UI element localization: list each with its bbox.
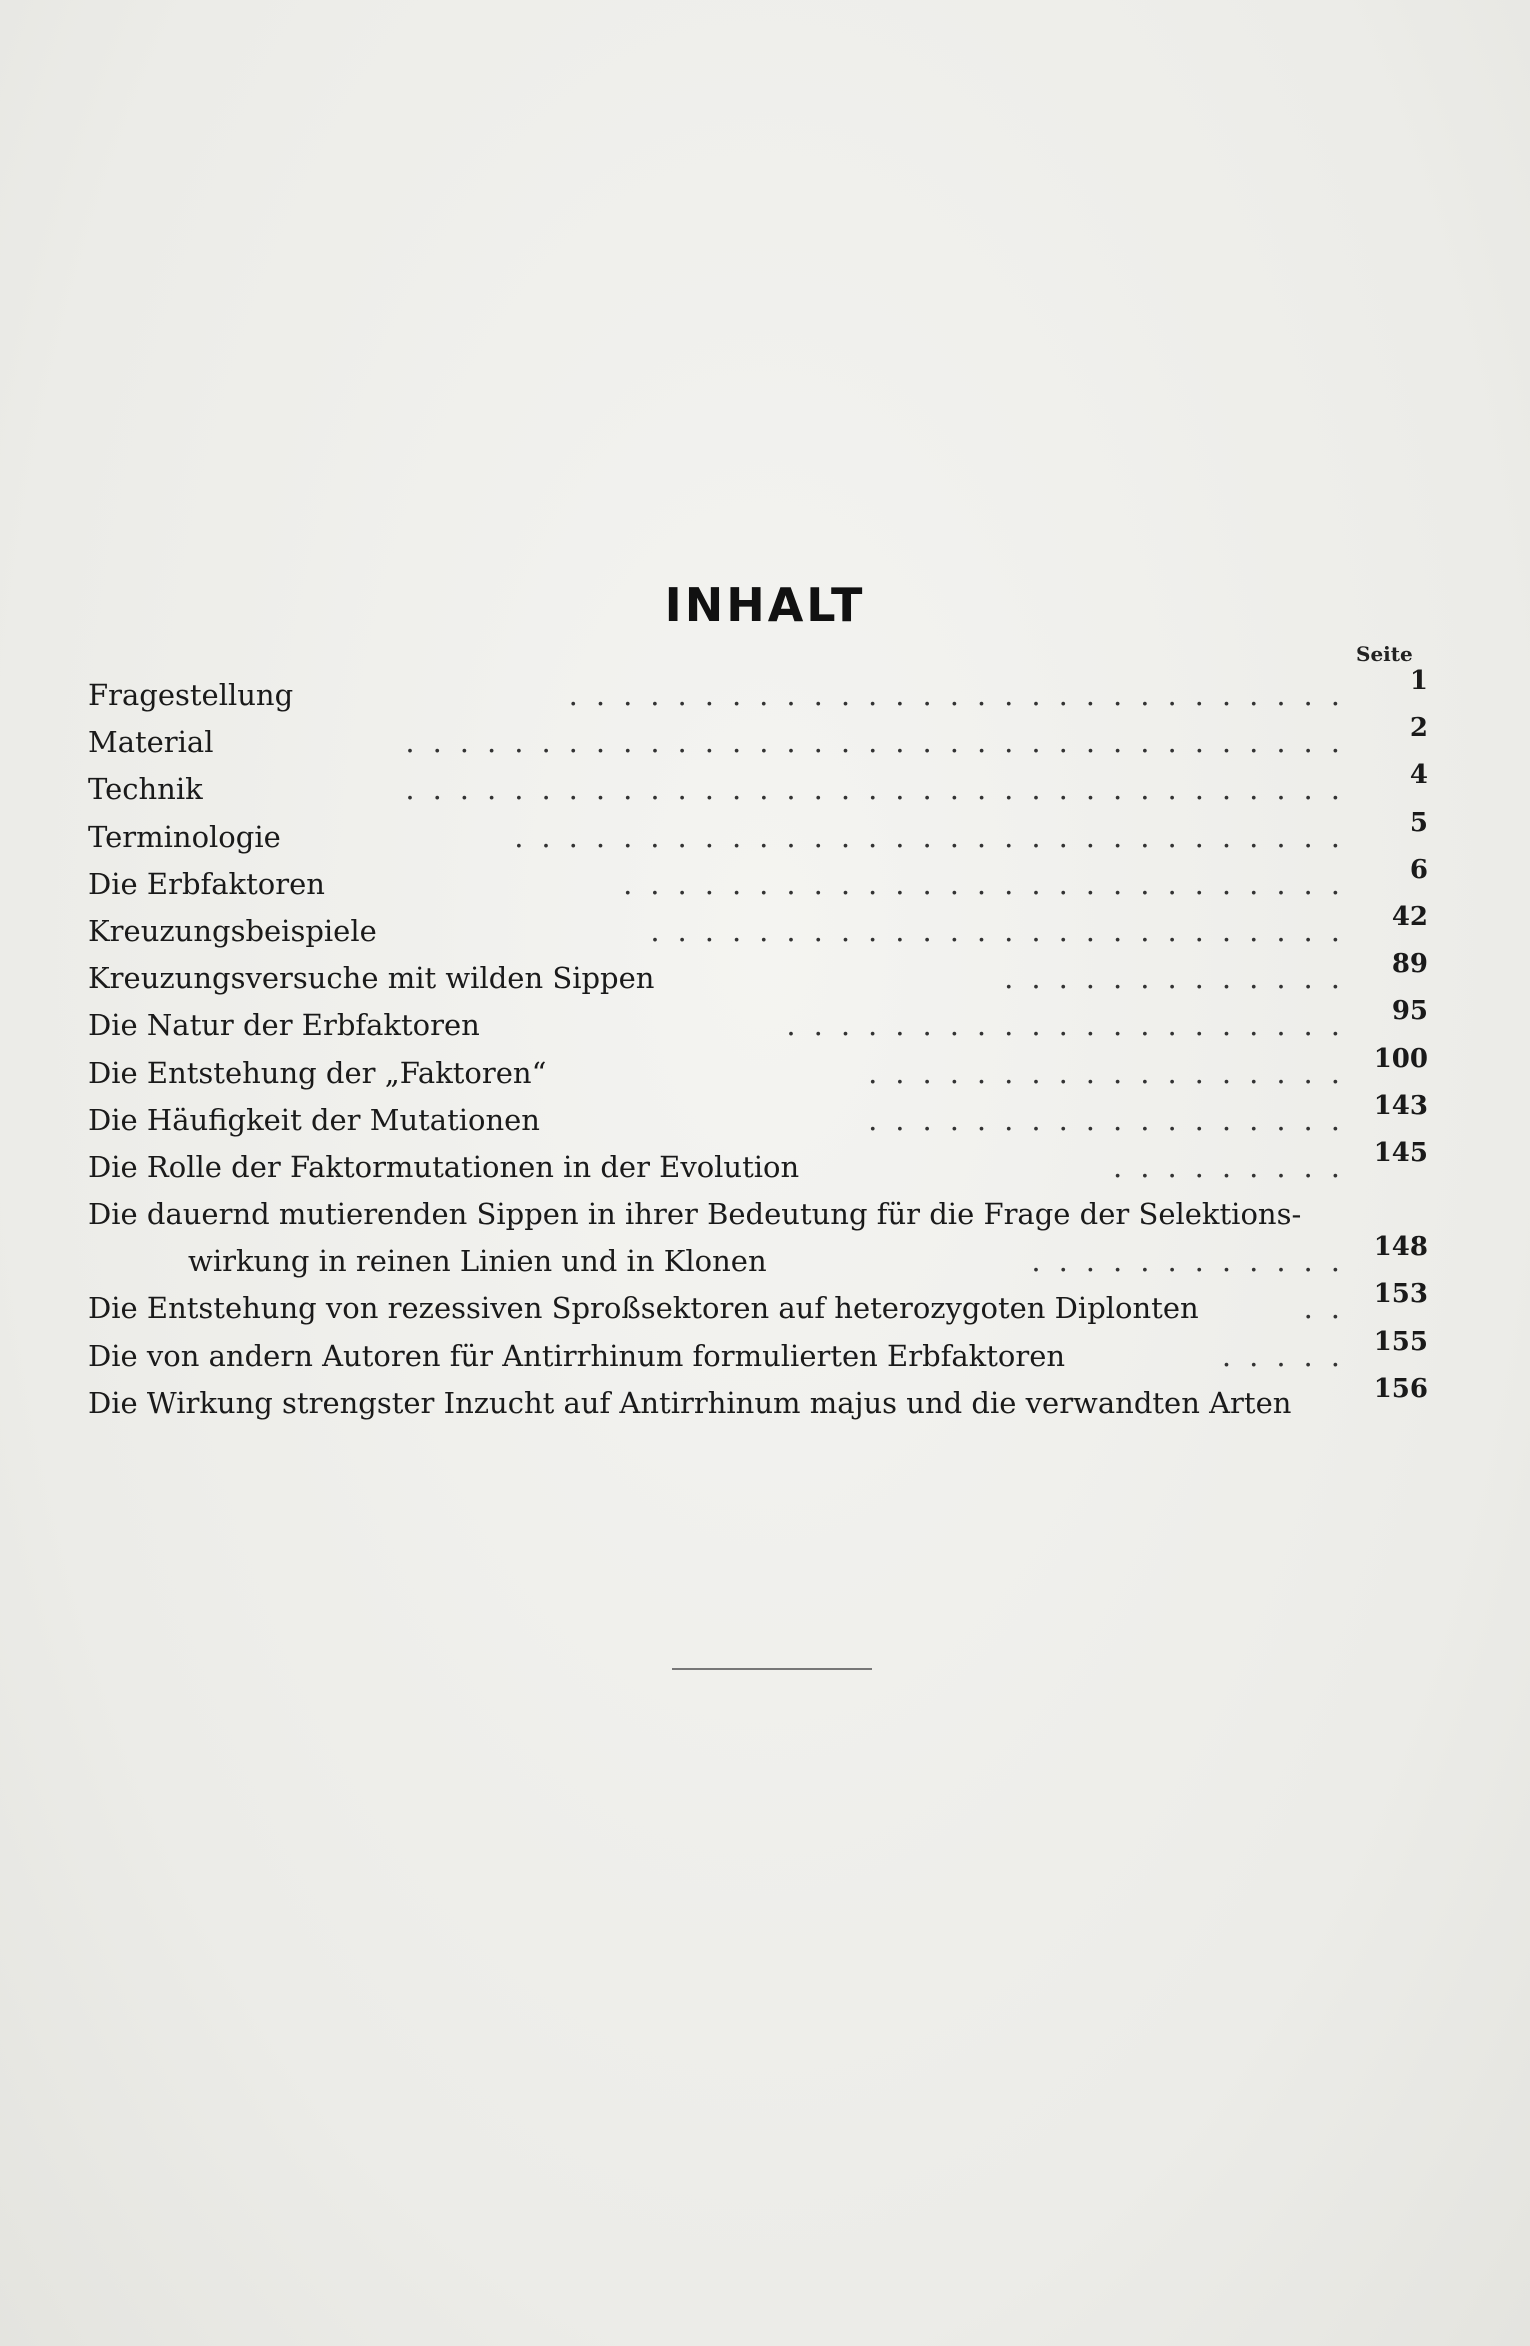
toc-entry-page: 155 [1373,1326,1428,1357]
dot-leader: ............. [1004,961,1358,996]
toc-entry [88,1373,1428,1427]
toc-entry-page: 95 [1391,996,1428,1027]
toc-entry-title: Die Häufigkeit der Mutationen [88,1102,540,1137]
toc-entry-title: Die dauernd mutierenden Sippen in ihrer Bedeutung für die Frage der Selektions- [88,1197,1302,1232]
toc-entry [88,1137,1428,1191]
toc-entry-title: Die Natur der Erbfaktoren [88,1008,480,1043]
toc-entry [88,1326,1428,1380]
toc-entry-page: 6 [1409,854,1428,885]
toc-entry [88,666,1428,719]
dot-leader: ................................... [405,772,1358,807]
toc-entry-title: wirkung in reinen Linien und in Klonen [188,1244,767,1279]
dot-leader: ..... [1221,1338,1358,1373]
toc-entry-page: 153 [1373,1279,1428,1310]
toc-entry-page: 148 [1373,1232,1428,1263]
dot-leader: ............ [1031,1244,1358,1279]
toc-entry-page: 143 [1373,1090,1428,1121]
toc-entry-page: 156 [1373,1373,1428,1404]
dot-leader: ............................. [568,678,1358,712]
toc-entry-continuation [88,1232,1428,1285]
toc-entry-title: Material [88,725,214,760]
toc-entry-page: 2 [1409,713,1428,744]
toc-entry-page: 4 [1409,760,1428,791]
toc-entry [88,807,1428,861]
page-column-header: Seite [1356,642,1413,666]
toc-entry-title: Kreuzungsversuche mit wilden Sippen [88,961,655,996]
dot-leader: .................. [868,1102,1358,1137]
toc-entry-title: Technik [88,772,203,807]
dot-leader: ..................... [786,1008,1358,1043]
toc-entry [88,1043,1428,1097]
toc-entry-title: Kreuzungsbeispiele [88,913,377,948]
closing-rule [672,1668,872,1670]
toc-entry-title: Die von andern Autoren für Antirrhinum formulierten Erbfaktoren [88,1338,1066,1373]
dot-leader: .. [1303,1291,1358,1326]
toc-entry-page: 145 [1373,1137,1428,1168]
toc-entry-page: 42 [1391,901,1428,932]
toc-entry-title: Die Entstehung der „Faktoren“ [88,1055,547,1090]
toc-entry [88,854,1428,908]
dot-leader: ................................... [405,725,1358,760]
toc-entry [88,996,1428,1049]
toc-entry-title: Die Entstehung von rezessiven Sproßsektoren auf heterozygoten Diplonten [88,1291,1199,1326]
toc-entry-title: Die Wirkung strengster Inzucht auf Antirrhinum majus und die verwandten Arten [88,1385,1292,1420]
toc-entry-title: Terminologie [88,819,281,854]
toc-entry [88,713,1428,766]
toc-entry [88,760,1428,813]
toc-entry [88,901,1428,955]
toc-entry-title: Fragestellung [88,678,294,712]
toc-entry-page: 100 [1373,1043,1428,1074]
toc-entry [88,1090,1428,1144]
toc-entry [88,949,1428,1002]
table-of-contents [88,666,1428,1427]
toc-entry-title: Die Rolle der Faktormutationen in der Evolution [88,1149,800,1184]
dot-leader: ............................... [514,819,1358,854]
dot-leader: .................. [868,1055,1358,1090]
dot-leader: ........................... [623,866,1358,901]
toc-entry-page: 89 [1391,949,1428,980]
toc-entry [88,1279,1428,1332]
page-title: INHALT [664,578,866,632]
dot-leader: .......................... [650,913,1358,948]
toc-entry-title: Die Erbfaktoren [88,866,325,901]
dot-leader: ......... [1113,1149,1358,1184]
toc-entry-page: 1 [1409,666,1428,696]
toc-entry [88,1191,1428,1238]
toc-entry-page: 5 [1409,807,1428,838]
